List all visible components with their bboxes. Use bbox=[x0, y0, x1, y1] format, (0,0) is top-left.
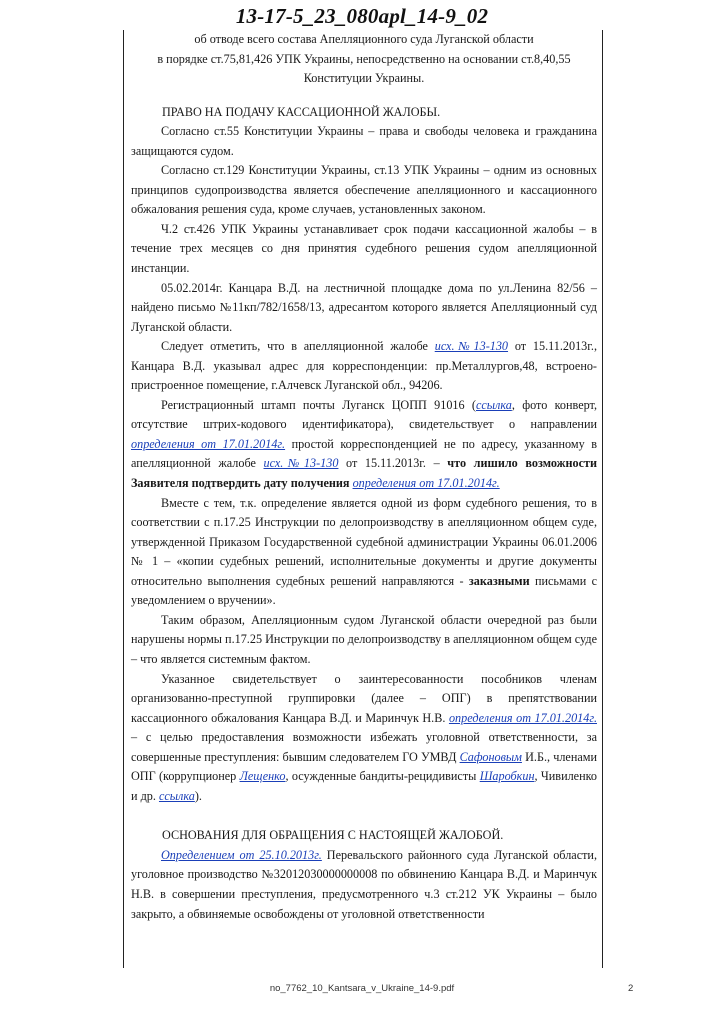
link-safonov[interactable]: Сафоновым bbox=[459, 749, 522, 764]
paragraph-8: Таким образом, Апелляционным судом Луганской области очередной раз были нарушены нормы п.17.25 Инструкции по делопроизводству в апелляционном общем суде – что является системным фактом. bbox=[131, 612, 597, 666]
text-run: письмами с уведомлением о вручении». bbox=[131, 573, 597, 608]
link-sharobkin[interactable]: Шаробкин bbox=[479, 769, 535, 784]
text-run: Вместе с тем, т.к. определение является одной из форм судебного решения, то в соответствии с п.17.25 Инструкции по делопроизводству в апелляционном общем суде, утвержденной Приказом Государственной судебной администрации Украины 06.01.2006 № 1 – «копии судебных решений, исполнительные документы и другие документы относительно выполнения судебных решений направляются - bbox=[131, 495, 597, 588]
intro-line-1: об отводе всего состава Апелляционного суда Луганской области bbox=[194, 32, 534, 46]
link-outgoing-13-130[interactable]: исх.№13-130 bbox=[434, 339, 509, 354]
bold-text: заказными bbox=[468, 573, 530, 588]
link-outgoing-13-130[interactable]: исх.№13-130 bbox=[263, 456, 339, 471]
link-ruling-17-01-2014[interactable]: определения от 17.01.2014г. bbox=[131, 436, 286, 451]
text-run: , Чивиленко и др. bbox=[131, 769, 597, 803]
paragraph-9 bbox=[131, 670, 597, 807]
paragraph-3: Ч.2 ст.426 УПК Украины устанавливает срок подачи кассационной жалобы – в течение трех месяцев со дня принятия судебного решения судом апелляционной инстанции. bbox=[131, 221, 597, 276]
link-ruling-17-01-2014[interactable]: определения от 17.01.2014г. bbox=[448, 710, 597, 725]
text-run: Регистрационный штамп почты Луганск ЦОПП 91016 ( bbox=[161, 397, 476, 412]
text-run: Следует отметить, что в апелляционной жалобе bbox=[161, 339, 435, 354]
link-ruling-25-10-2013[interactable]: Определением от 25.10.2013г. bbox=[161, 847, 322, 862]
footer-filename: no_7762_10_Kantsara_v_Ukraine_14-9.pdf bbox=[269, 983, 455, 994]
link-leshchenko[interactable]: Лещенко bbox=[239, 769, 286, 784]
paragraph-6 bbox=[131, 396, 597, 494]
paragraph-4: 05.02.2014г. Канцара В.Д. на лестничной площадке дома по ул.Ленина 82/56 – найдено письмо №11кп/782/1658/13, адресантом которого является Апелляционный суд Луганской области. bbox=[131, 280, 597, 334]
link-ruling-17-01-2014[interactable]: определения от 17.01.2014г. bbox=[352, 476, 500, 491]
text-run: Указанное свидетельствует о заинтересованности пособников членам организованно-преступной группировки (далее – ОПГ) в препятствовании кассационного обжалования Канцара В.Д. и Маринчук Н.В. bbox=[131, 671, 597, 725]
paragraph-7 bbox=[131, 494, 597, 611]
text-run: от 15.11.2013г. – bbox=[338, 456, 448, 471]
document-title: 13-17-5_23_080apl_14-9_02 bbox=[235, 4, 489, 28]
text-run: ). bbox=[194, 788, 202, 803]
footer-page-number: 2 bbox=[628, 983, 634, 994]
text-run: – с целью предоставления возможности избежать уголовной ответственности, за совершенные преступления: бывшим следователем ГО УМВД bbox=[131, 730, 597, 764]
paragraph-10 bbox=[131, 846, 597, 924]
intro-line-2: в порядке ст.75,81,426 УПК Украины, непосредственно на основании ст.8,40,55 bbox=[157, 51, 571, 66]
paragraph-2: Согласно ст.129 Конституции Украины, ст.13 УПК Украины – одним из основных принципов судопроизводства является обеспечение апелляционного и кассационного обжалования решения суда, кроме случаев, установленных законом. bbox=[131, 163, 597, 217]
text-run: простой корреспонденцией не по адресу, указанному в апелляционной жалобе bbox=[131, 436, 597, 471]
section-heading-right-to-appeal: ПРАВО НА ПОДАЧУ КАССАЦИОННОЙ ЖАЛОБЫ. bbox=[162, 104, 441, 119]
section-heading-grounds: ОСНОВАНИЯ ДЛЯ ОБРАЩЕНИЯ С НАСТОЯЩЕЙ ЖАЛОБОЙ. bbox=[162, 828, 504, 843]
intro-line-3: Конституции Украины. bbox=[303, 71, 425, 86]
paragraph-5 bbox=[131, 337, 597, 396]
text-run: И.Б., членами ОПГ (коррупционер bbox=[131, 749, 597, 784]
document-body bbox=[131, 30, 597, 924]
text-run: , фото конверт, отсутствие штрих-кодового идентификатора), свидетельствует о направлении bbox=[131, 397, 597, 432]
paragraph-1: Согласно ст.55 Конституции Украины – права и свободы человека и гражданина защищаются судом. bbox=[131, 124, 597, 158]
text-run: Перевальского районного суда Луганской области, уголовное производство №32012030000000008 по обвинению Канцара В.Д. и Маринчук Н.В. в совершении преступления, предусмотренного ч.3 ст.212 УК Украины – было закрыто, а обвиняемые освобождены от уголовной ответственности bbox=[131, 847, 598, 921]
link-reference[interactable]: ссылка bbox=[158, 788, 195, 803]
text-run: , осужденные бандиты-рецидивисты bbox=[285, 769, 480, 784]
link-reference[interactable]: ссылка bbox=[475, 397, 512, 412]
bold-text: что лишило возможности Заявителя подтвердить дату получения bbox=[131, 456, 597, 491]
text-run: от 15.11.2013г., Канцара В.Д. указывал адрес для корреспонденции: пр.Металлургов,48, встроено-пристроенное помещение, г.Алчевск Луганской обл., 94206. bbox=[131, 339, 597, 393]
